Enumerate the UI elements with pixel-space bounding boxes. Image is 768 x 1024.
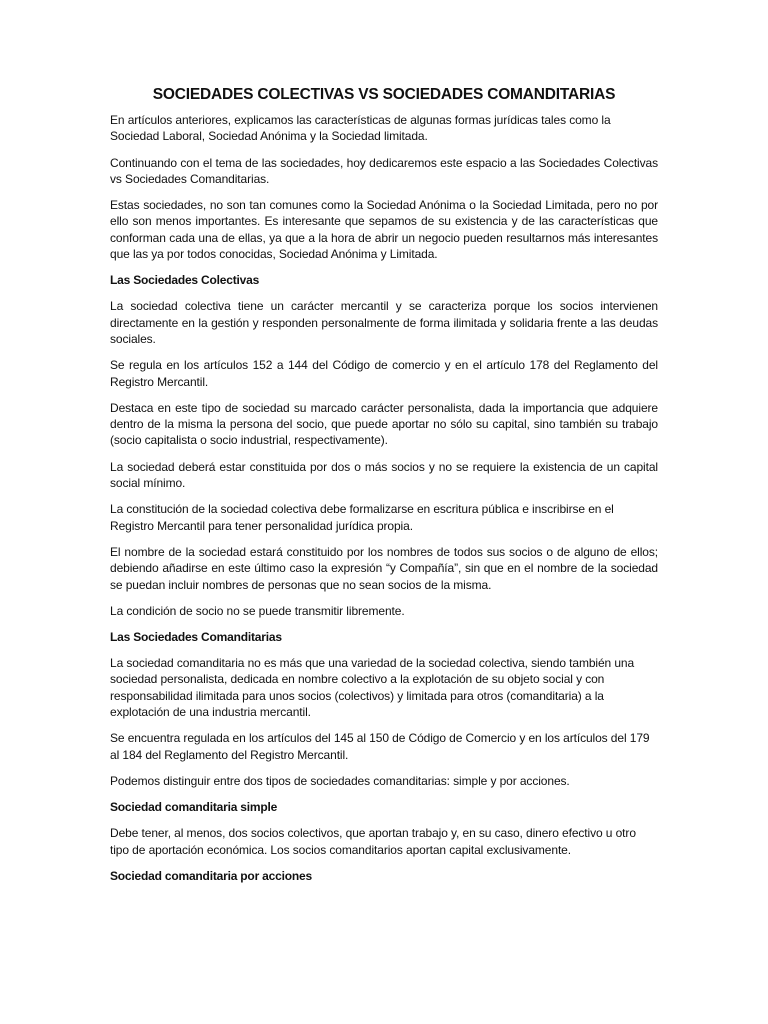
comanditarias-paragraph-2: Se encuentra regulada en los artículos del 145 al 150 de Código de Comercio y en los artículos del 179 al 184 del Reglamento del Registro Mercantil. — [110, 731, 650, 762]
comanditarias-paragraph-3: Podemos distinguir entre dos tipos de sociedades comanditarias: simple y por acciones. — [110, 773, 570, 788]
section-heading-acciones: Sociedad comanditaria por acciones — [110, 868, 312, 883]
simple-paragraph-1: Debe tener, al menos, dos socios colectivos, que aportan trabajo y, en su caso, dinero efectivo u otro tipo de aportación económica. Los socios comanditarios aportan capital exclusivamente. — [110, 826, 636, 857]
colectivas-paragraph-5: La constitución de la sociedad colectiva debe formalizarse en escritura pública e inscribirse en el Registro Mercantil para tener personalidad jurídica propia. — [110, 502, 614, 533]
intro-paragraph-2: Continuando con el tema de las sociedades, hoy dedicaremos este espacio a las Sociedades Colectivas vs Sociedades Comanditarias. — [110, 155, 658, 186]
intro-paragraph-3: Estas sociedades, no son tan comunes como la Sociedad Anónima o la Sociedad Limitada, pero no por ello son menos importantes. Es interesante que sepamos de su existencia y de las características que conforman cada una de ellas, ya que a la hora de abrir un negocio pueden resultarnos más interesantes que las ya por todos conocidas, Sociedad Anónima y Limitada. — [110, 198, 658, 262]
colectivas-paragraph-7: La condición de socio no se puede transmitir libremente. — [110, 603, 405, 618]
section-heading-comanditarias: Las Sociedades Comanditarias — [110, 630, 282, 645]
colectivas-paragraph-3: Destaca en este tipo de sociedad su marcado carácter personalista, dada la importancia que adquiere dentro de la misma la persona del socio, que puede aportar no sólo su capital, sino también su trabajo (socio capitalista o socio industrial, respectivamente). — [110, 400, 658, 448]
intro-paragraph-1: En artículos anteriores, explicamos las características de algunas formas jurídicas tales como la Sociedad Laboral, Sociedad Anónima y la Sociedad limitada. — [110, 113, 611, 144]
document-page — [110, 86, 658, 894]
section-heading-colectivas: Las Sociedades Colectivas — [110, 273, 260, 288]
colectivas-paragraph-6: El nombre de la sociedad estará constituido por los nombres de todos sus socios o de alguno de ellos; debiendo añadirse en este último caso la expresión “y Compañía”, sin que en el nombre de la sociedad se puedan incluir nombres de personas que no sean socios de la misma. — [110, 544, 658, 592]
comanditarias-paragraph-1: La sociedad comanditaria no es más que una variedad de la sociedad colectiva, siendo también una sociedad personalista, dedicada en nombre colectivo a la explotación de su objeto social y con responsabilidad ilimitada para unos socios (colectivos) y limitada para otros (comanditaria) a la explotación de una industria mercantil. — [110, 656, 635, 720]
colectivas-paragraph-1: La sociedad colectiva tiene un carácter mercantil y se caracteriza porque los socios intervienen directamente en la gestión y responden personalmente de forma ilimitada y solidaria frente a las deudas sociales. — [110, 299, 658, 346]
section-heading-simple: Sociedad comanditaria simple — [110, 800, 278, 815]
colectivas-paragraph-4: La sociedad deberá estar constituida por dos o más socios y no se requiere la existencia de un capital social mínimo. — [110, 459, 658, 491]
colectivas-paragraph-2: Se regula en los artículos 152 a 144 del Código de comercio y en el artículo 178 del Reglamento del Registro Mercantil. — [110, 358, 658, 389]
document-title: SOCIEDADES COLECTIVAS VS SOCIEDADES COMANDITARIAS — [152, 86, 616, 103]
